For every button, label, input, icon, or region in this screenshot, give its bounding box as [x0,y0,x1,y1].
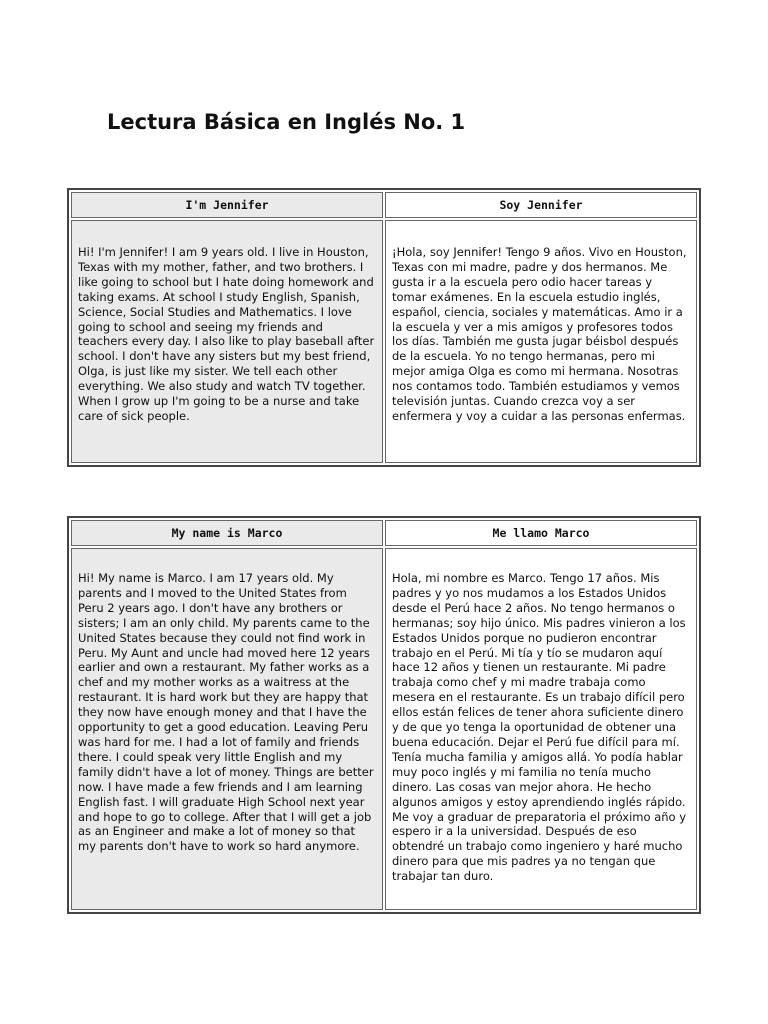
reading-header-row [71,192,697,218]
page-title: Lectura Básica en Inglés No. 1 [107,110,466,134]
reading-body-row [71,220,697,463]
reading-header-row [71,520,697,546]
reading-body-row [71,548,697,910]
spanish-text: Hola, mi nombre es Marco. Tengo 17 años. Mis padres y yo nos mudamos a los Estados Unidos desde el Perú hace 2 años. No tengo hermanos o hermanas; soy hijo único. Mis padres vinieron a los Estados Unidos porque no pudieron encontrar trabajo en el Perú. Mi tía y tío se mudaron aquí hace 12 años y tienen un restaurante. Mi padre trabaja como chef y mi madre trabaja como mesera en el restaurante. Es un trabajo difícil pero ellos están felices de tener ahora suficiente dinero y de que yo tenga la oportunidad de obtener una buena educación. Dejar el Perú fue difícil para mí. Tenía mucha familia y amigos allá. Yo podía hablar muy poco inglés y mi familia no tenía mucho dinero. Las cosas van mejor ahora. He hecho algunos amigos y estoy aprendiendo inglés rápido. Me voy a graduar de preparatoria el próximo año y espero ir a la universidad. Después de eso obtendré un trabajo como ingeniero y haré mucho dinero para que mis padres ya no tengan que trabajar tan duro. [385,548,697,910]
reading-table-jennifer [67,188,701,467]
english-title: I'm Jennifer [71,192,383,218]
spanish-title: Me llamo Marco [385,520,697,546]
english-title: My name is Marco [71,520,383,546]
english-text: Hi! My name is Marco. I am 17 years old. My parents and I moved to the United States from Peru 2 years ago. I don't have any brothers or sisters; I am an only child. My parents came to the United States because they could not find work in Peru. My Aunt and uncle had moved here 12 years earlier and own a restaurant. My father works as a chef and my mother works as a waitress at the restaurant. It is hard work but they are happy that they now have enough money and that I have the opportunity to get a good education. Leaving Peru was hard for me. I had a lot of family and friends there. I could speak very little English and my family didn't have a lot of money. Things are better now. I have made a few friends and I am learning English fast. I will graduate High School next year and hope to go to college. After that I will get a job as an Engineer and make a lot of money so that my parents don't have to work so hard anymore. [71,548,383,910]
spanish-title: Soy Jennifer [385,192,697,218]
spanish-text: ¡Hola, soy Jennifer! Tengo 9 años. Vivo en Houston, Texas con mi madre, padre y dos hermanos. Me gusta ir a la escuela pero odio hacer tareas y tomar exámenes. En la escuela estudio inglés, español, ciencia, sociales y matemáticas. Amo ir a la escuela y ver a mis amigos y profesores todos los días. También me gusta jugar béisbol después de la escuela. Yo no tengo hermanas, pero mi mejor amiga Olga es como mi hermana. Nosotras nos contamos todo. También estudiamos y vemos televisión juntas. Cuando crezca voy a ser enfermera y voy a cuidar a las personas enfermas. [385,220,697,463]
english-text: Hi! I'm Jennifer! I am 9 years old. I live in Houston, Texas with my mother, father, and two brothers. I like going to school but I hate doing homework and taking exams. At school I study English, Spanish, Science, Social Studies and Mathematics. I love going to school and seeing my friends and teachers every day. I also like to play baseball after school. I don't have any sisters but my best friend, Olga, is just like my sister. We tell each other everything. We also study and watch TV together. When I grow up I'm going to be a nurse and take care of sick people. [71,220,383,463]
reading-table-marco [67,516,701,914]
